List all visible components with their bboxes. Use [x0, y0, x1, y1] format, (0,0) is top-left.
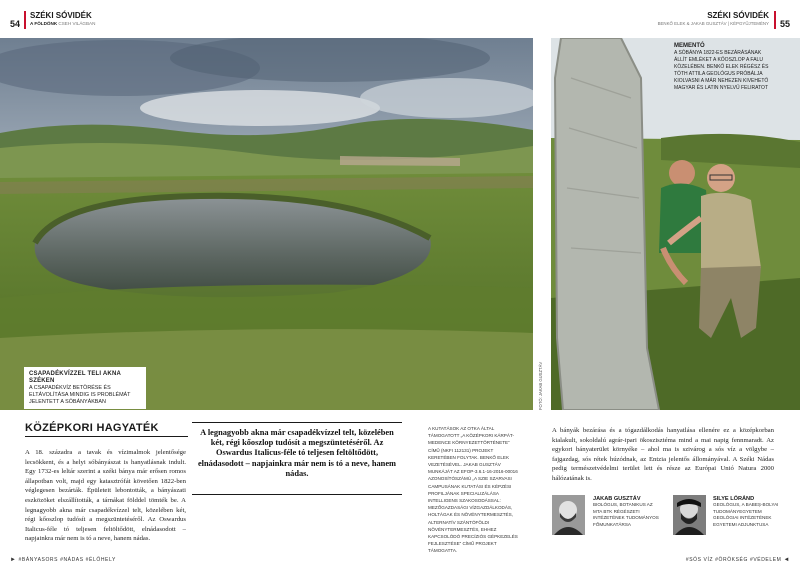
- bio-name: SILYE LÓRÁND: [713, 496, 755, 502]
- photo-credit: FOTÓ: JAKAB GUSZTÁV: [538, 361, 543, 410]
- pullquote-rule-bottom: [192, 494, 402, 495]
- triangle-right-icon: ►: [10, 557, 17, 563]
- memento-caption: [674, 41, 774, 94]
- right-series-title: SZÉKI SÓVIDÉK: [707, 11, 769, 20]
- article-heading: KÖZÉPKORI HAGYATÉK: [25, 422, 159, 434]
- photo-edge: [637, 38, 641, 410]
- left-section-sub: CSEH VILÁGBAN: [58, 21, 96, 26]
- landscape-lake-photo: [0, 38, 533, 410]
- bio-item: [593, 496, 663, 528]
- triangle-left-icon: ◄: [783, 557, 790, 563]
- left-header: [10, 12, 20, 31]
- heading-rule: [25, 436, 188, 437]
- lake-photo-caption: [24, 367, 146, 409]
- header-divider: [24, 11, 26, 29]
- caption-text: A CSAPADÉKVÍZ BETÖRÉSE ÉS ELTÁVOLÍTÁSA MINDIG IS PROBLÉMÁT JELENTETT A SÓBÁNYÁKBAN: [29, 385, 131, 405]
- lake-illustration: [0, 38, 533, 410]
- left-section-label: A FÖLDÖNK: [30, 21, 58, 26]
- memento-text: A SÓBÁNYA 1822-ES BEZÁRÁSÁNAK ÁLLÍT EMLÉKET A KŐOSZLOP A FALU KÖZELÉBEN. BENKŐ ELEK RÉGÉSZ ÉS TÓTH ATTILA GEOLÓGUS PRÓBÁLJA KIOLVASNI A MÁR NEHEZEN KIVEHETŐ MAGYAR ÉS LATIN NYELVŰ FELIRATOT: [674, 50, 769, 91]
- funding-sidebar: A KUTATÁSOK AZ OTKA ÁLTAL TÁMOGATOTT „A KÖZÉPKORI KÁRPÁT-MEDENCE KÖRNYEZETTÖRTÉNETE” CÍMŰ (NKFI 112131) PROJEKT KERETÉBEN FOLYTAK. BENKŐ ELEK VEZETÉSÉVEL. JAKAB GUSZTÁV MUNKÁJÁT AZ EFOP-3.6.1-16-2016-00016 AZONOSÍTÓSZÁMÚ „A SZIE SZARVASI CAMPUSÁNAK KUTATÁSI ÉS KÉPZÉSI PROFILJÁNAK SPECIALIZÁLÁSA INTELLIGENS SZAKOSODÁSSAL: MEZŐGAZDASÁGI VÍZGAZDÁLKODÁS, HOLTÁGAK ÉS NÖVÉNYTERMESZTÉS, ALTERNATÍV SZÁNTÓFÖLDI NÖVÉNYTERMESZTÉS, EHHEZ KAPCSOLÓDÓ PRECÍZIÓS GÉPKEZELÉS FEJLESZTÉSE” CÍMŰ PROJEKT TÁMOGATTA.: [428, 426, 518, 554]
- left-series-block: [30, 11, 95, 26]
- right-article-body: A bányák bezárása és a tógazdálkodás hanyatlása ellenére ez a középkorban kialakult, sokoldalú agrár-ipari ökoszisztéma mind a mai napig fennmaradt. Az egykori bányaterület környéke – ahol ma is szivárog a sós víz a völgybe – fajgazdag, sós rétek húzódnak, az Entzia jelentős állományával. A Széki Nádas pedig természetvédelmi terület lett és része az Európai Unió Natura 2000 hálózatának is.: [552, 427, 774, 482]
- portrait-icon: [552, 495, 585, 535]
- header-divider: [774, 11, 776, 29]
- caption-title: CSAPADÉKVÍZZEL TELI AKNA SZÉKEN: [29, 371, 121, 384]
- memento-title: MEMENTÓ: [674, 43, 705, 49]
- portrait-icon: [673, 495, 706, 535]
- right-series-block: [658, 11, 769, 26]
- left-series-title: SZÉKI SÓVIDÉK: [30, 11, 92, 20]
- bio-text: BIOLÓGUS, BOTANIKUS AZ MTA BTK RÉGÉSZETI INTÉZETÉNEK TUDOMÁNYOS FŐMUNKATÁRSA: [593, 502, 659, 527]
- pullquote-rule-top: [192, 422, 402, 423]
- left-footer-tags: #BÁNYASORS #NÁDAS #ÉLŐHELY: [18, 557, 116, 563]
- right-series-sub: BENKŐ ELEK & JAKAB GUSZTÁV | KÉPGYŰJTEMÉNY: [657, 21, 769, 26]
- bio-photo: [552, 495, 585, 535]
- pullquote: A legnagyobb akna már csapadékvízzel telt, közelében két, régi kőoszlop tudósít a megszüntetéséről. Az Oswardus Italicus-féle tó teljesen feltöltődött, elnádasodott – napjainkra már nem is tó a neve, hanem nádas.: [197, 428, 397, 478]
- article-body: A 18. századra a tavak és vízimalmok jelentősége lecsökkent, és a helyi sóbányászat is hanyatlásnak indult. Egy 1732-es leltár szerint a széki bánya már erősen romos állapotban volt, majd egy katasztrófát követően 1822-ben véglegesen bezárták. Épületeit lebontották, a bányászati eszközöket elszállították, a tárnákat földdel tömték be. A legnagyobb akna már csapadékvízzel telt, közelében két, régi kőoszlop tudósít a megszüntetéséről. Az Oswardus Italicus-féle tó teljesen feltöltődött, elnádasodott – napjainkra már nem is tó a neve, hanem nádas.: [25, 449, 186, 543]
- left-footer: [10, 557, 116, 563]
- right-footer-tags: #SÓS VÍZ #ÖRÖKSÉG #VÉDELEM: [685, 557, 782, 563]
- right-footer: [686, 557, 790, 563]
- left-page-number: 54: [10, 19, 21, 29]
- right-page-number: 55: [780, 19, 791, 29]
- bio-name: JAKAB GUSZTÁV: [593, 496, 641, 502]
- bio-text: GEOLÓGUS, A BABEȘ-BOLYAI TUDOMÁNYEGYETEM GEOLÓGIAI INTÉZETÉNEK EGYETEMI ADJUNKTUSA: [713, 502, 779, 527]
- bio-photo: [673, 495, 706, 535]
- bio-item: [713, 496, 783, 528]
